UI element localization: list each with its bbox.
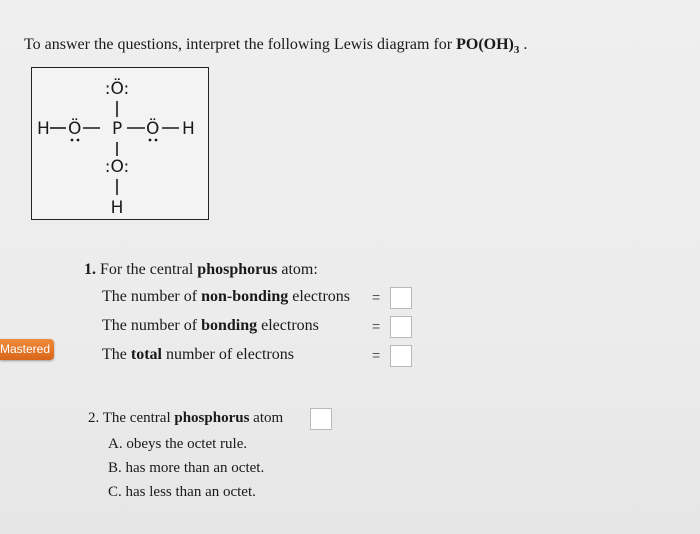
- header-text: To answer the questions, interpret the following Lewis diagram for: [24, 36, 457, 53]
- option-a: A. obeys the octet rule.: [108, 436, 248, 452]
- phosphorus-atom: P: [112, 119, 123, 139]
- bottom-oxygen: :O:: [104, 157, 130, 177]
- octet-answer-input[interactable]: [310, 408, 332, 430]
- option-c: C. has less than an octet.: [108, 484, 256, 500]
- nonbonding-electrons-input[interactable]: [390, 287, 412, 309]
- total-electrons-input[interactable]: [390, 345, 412, 367]
- question-2-stem: 2. The central phosphorus atom: [88, 410, 284, 426]
- right-hydrogen: H: [182, 119, 195, 139]
- left-oxygen: Ö: [68, 119, 82, 139]
- option-b: B. has more than an octet.: [108, 460, 265, 476]
- bonding-electrons-input[interactable]: [390, 316, 412, 338]
- lewis-diagram: [31, 67, 209, 220]
- equals-sign: =: [372, 347, 381, 363]
- nonbonding-electrons-label: The number of non-bonding electrons: [102, 288, 350, 305]
- lone-pair-dot: [77, 139, 80, 142]
- question-header: [24, 36, 527, 56]
- header-suffix: .: [519, 36, 528, 53]
- bonding-electrons-label: The number of bonding electrons: [102, 317, 319, 334]
- lone-pair-dot: [155, 139, 158, 142]
- mastered-badge[interactable]: Mastered: [0, 339, 54, 360]
- equals-sign: =: [372, 318, 381, 334]
- equals-sign: =: [372, 289, 381, 305]
- top-oxygen: :Ö:: [104, 79, 130, 99]
- header-formula: $PO(OH)_3$: [456, 36, 520, 57]
- lone-pair-dot: [149, 139, 152, 142]
- lone-pair-dot: [71, 139, 74, 142]
- bottom-hydrogen: H: [110, 198, 124, 218]
- question-1-intro: 1. For the central phosphorus atom:: [84, 261, 318, 278]
- right-oxygen: Ö: [146, 119, 160, 139]
- total-electrons-label: The total number of electrons: [102, 346, 294, 363]
- left-hydrogen: H: [37, 119, 50, 139]
